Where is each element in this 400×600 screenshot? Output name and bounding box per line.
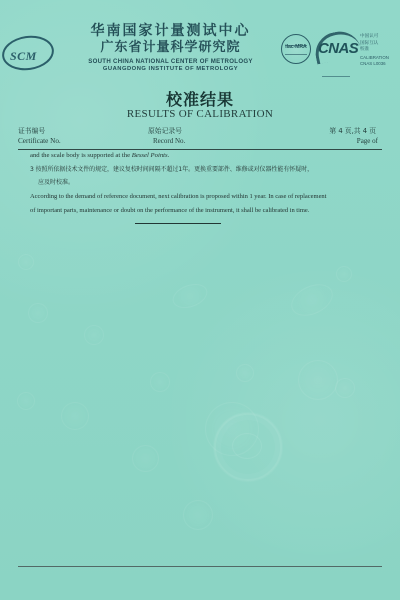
watermark-circle: [298, 360, 338, 400]
certificate-header: [0, 20, 400, 78]
cnas-logo-icon: [314, 32, 360, 66]
organization-name-en-secondary: GUANGDONG INSTITUTE OF METROLOGY: [102, 66, 239, 73]
watermark-oval: [286, 278, 338, 322]
results-line-1-emphasis: Bessel Points: [131, 152, 168, 159]
scm-logo-text: SCM: [10, 49, 37, 63]
ilac-mra-seal-icon: [281, 34, 311, 64]
results-line-5: of important parts, maintenance or doubt on the performance of the instrument, it shall be calibrated in time.: [30, 207, 310, 214]
results-line-4: According to the demand of reference document, next calibration is proposed within 1 year. In case of replacement: [30, 193, 327, 200]
watermark-dot: [18, 254, 34, 270]
accreditation-small-cn-1: 中国认可: [360, 34, 379, 39]
scm-logo-icon: [2, 32, 58, 76]
watermark-dot: [132, 445, 159, 472]
record-number-label-en: Record No.: [153, 137, 186, 145]
page-title-en: RESULTS OF CALIBRATION: [126, 108, 274, 120]
organization-name-cn-primary: 华南国家计量测试中心: [90, 23, 251, 39]
page-title-cn: 校准结果: [165, 90, 234, 109]
watermark-dot: [17, 392, 35, 410]
record-number-label-cn: 原始记录号: [148, 127, 182, 135]
page-number-en: Page of: [356, 137, 378, 145]
watermark-dot: [336, 266, 352, 282]
watermark-seal-icon: [214, 413, 282, 481]
results-line-1-suffix: .: [167, 152, 170, 159]
watermark-dot: [335, 378, 355, 398]
certificate-number-label-en: Certificate No.: [18, 137, 61, 145]
cnas-underline: [322, 68, 350, 77]
ilac-mra-text: ilac-MRA: [285, 44, 307, 50]
accreditation-small-cn-3: 校准: [360, 47, 370, 53]
results-line-3: 应及时校准。: [38, 179, 75, 186]
bottom-divider: [18, 566, 382, 567]
top-divider: [18, 149, 382, 150]
accreditation-small-cn-2: 国际互认: [360, 40, 379, 46]
watermark-dot: [150, 372, 170, 392]
watermark-dot: [84, 325, 104, 345]
watermark-oval: [169, 280, 210, 313]
watermark-dot: [28, 303, 48, 323]
organization-name-cn-secondary: 广东省计量科学研究院: [100, 40, 241, 55]
accreditation-small-en-1: CALIBRATION: [360, 54, 389, 60]
results-line-2: 3 按照所依据技术文件的规定，建议复校时间间隔不超过1年。更换重要部件、维修或对仪器性能有怀疑时，: [30, 166, 314, 173]
cnas-text: CNAS: [318, 40, 359, 57]
end-rule: [135, 223, 221, 224]
watermark-dot: [236, 364, 254, 382]
results-line-1: [30, 153, 374, 160]
accreditation-small-text: [360, 34, 396, 66]
accreditation-small-en-2: CNAS L0036: [360, 61, 386, 67]
organization-name-block: [58, 24, 283, 73]
watermark-dot: [183, 500, 213, 530]
page-number-cn: 第 4 页,共 4 页: [329, 127, 376, 135]
results-line-1-prefix: and the scale body is supported at the: [30, 152, 132, 159]
certificate-number-label-cn: 证书编号: [18, 127, 46, 135]
organization-name-en-primary: SOUTH CHINA NATIONAL CENTER OF METROLOGY: [88, 58, 253, 65]
watermark-dot: [61, 402, 89, 430]
